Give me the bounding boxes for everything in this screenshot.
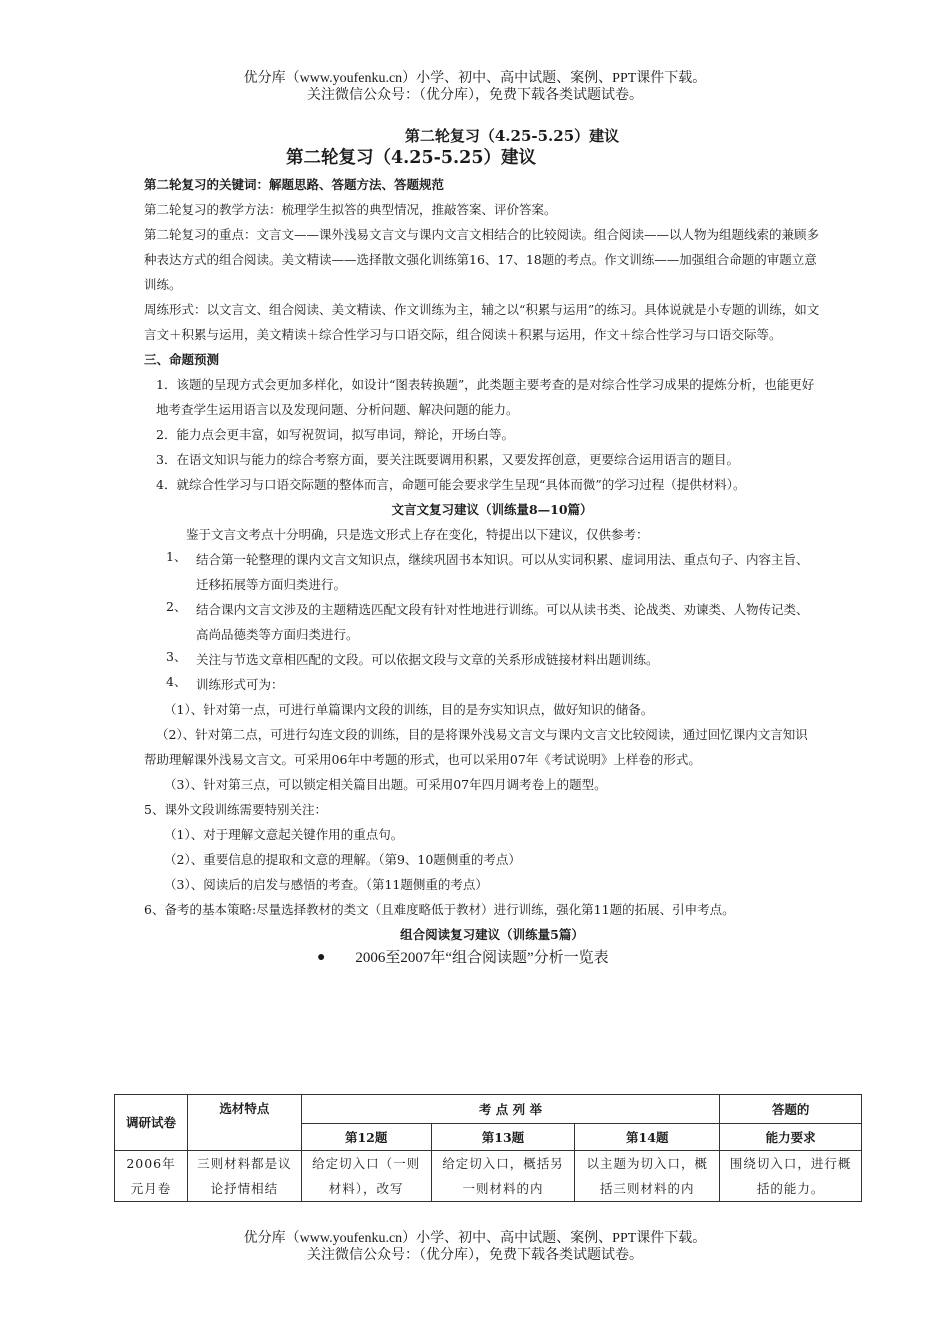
header-line-2: 关注微信公众号：（优分库），免费下载各类试题试卷。 [307,88,643,103]
header-survey: 调研试卷 [115,1095,188,1151]
weekly-paragraph: 周练形式：以文言文、组合阅读、美文精读、作文训练为主，辅之以“积累与运用”的练习。具体说就是小专题的训练，如文言文＋积累与运用，美文精读＋综合性学习与口语交际，组合阅读＋积累与运用，作文＋综合性学习与口语交际等。 [144,302,820,342]
prediction-heading: 三、命题预测 [144,352,220,367]
item-text: 结合课内文言文涉及的主题精选匹配文段有针对性地进行训练。可以从读书类、论战类、劝谏类、人物传记类、高尚品德类等方面归类进行。 [196,602,809,642]
cell-q13: 给定切入口，概括另一则材料的内 [431,1151,575,1202]
analysis-table [114,1094,862,1202]
bullet-icon: ● [317,950,326,965]
item-text: 关注与节选文章相匹配的文段。可以依据文段与文章的关系形成链接材料出题训练。 [196,652,659,667]
item-number: 4、 [166,674,187,689]
classical-item-4 [144,672,820,697]
keywords-line: 第二轮复习的关键词：解题思路、答题方法、答题规范 [144,177,445,192]
prediction-item-2: 2．能力点会更丰富，如写祝贺词，拟写串词，辩论，开场白等。 [156,427,514,442]
footer-line-1: 优分库（www.youfenku.cn）小学、初中、高中试题、案例、PPT课件下载。 [243,1231,707,1246]
item-text: 结合第一轮整理的课内文言文知识点，继续巩固书本知识。可以从实词积累、虚词用法、重点句子、内容主旨、迁移拓展等方面归类进行。 [196,552,809,592]
header-line-1: 优分库（www.youfenku.cn）小学、初中、高中试题、案例、PPT课件下载。 [243,71,707,86]
header-q14: 第14题 [575,1124,720,1151]
page-header [0,70,950,104]
header-answer: 答题的 [720,1095,862,1124]
page-footer [0,1230,950,1264]
footer-line-2: 关注微信公众号：（优分库），免费下载各类试题试卷。 [307,1248,643,1263]
item5-sub-3: （3）、阅读后的启发与感悟的考查。（第11题侧重的考点） [164,877,488,892]
cell-q14: 以主题为切入口，概括三则材料的内 [575,1151,720,1202]
item-text: 训练形式可为： [196,677,284,692]
prediction-item-4: 4．就综合性学习与口语交际题的整体而言，命题可能会要求学生呈现“具体而微”的学习过程（提供材料）。 [156,477,746,492]
cell-ability: 围绕切入口，进行概括的能力。 [720,1151,862,1202]
cell-q12: 给定切入口（一则材料），改写 [301,1151,431,1202]
header-q13: 第13题 [431,1124,575,1151]
classical-heading: 文言文复习建议（训练量8—10篇） [391,502,593,517]
classical-intro: 鉴于文言文考点十分明确，只是选文形式上存在变化，特提出以下建议，仅供参考： [186,527,649,542]
item-number: 2、 [166,599,187,614]
header-q12: 第12题 [301,1124,431,1151]
training-form-2: （2）、针对第二点，可进行勾连文段的训练，目的是将课外浅易文言文与课内文言文比较阅读，通过回忆课内文言知识帮助理解课外浅易文言文。可采用06年中考题的形式，也可以采用07年《考试说明》上样卷的形式。 [144,727,808,767]
item5-sub-2: （2）、重要信息的提取和文意的理解。（第9、10题侧重的考点） [164,852,521,867]
combined-heading: 组合阅读复习建议（训练量5篇） [400,927,584,942]
header-ability: 能力要求 [720,1124,862,1151]
cell-feature: 三则材料都是议论抒情相结 [187,1151,301,1202]
item5-sub-1: （1）、对于理解文意起关键作用的重点句。 [164,827,404,842]
title-large: 第二轮复习（4.25-5.25）建议 [286,148,537,168]
item-number: 3、 [166,649,187,664]
table-row [115,1151,862,1202]
method-line: 第二轮复习的教学方法：梳理学生拟答的典型情况，推敲答案、评价答案。 [144,202,557,217]
header-feature: 选材特点 [187,1095,301,1151]
training-form-3: （3）、针对第三点，可以锁定相关篇目出题。可采用07年四月调考卷上的题型。 [164,777,607,792]
item-number: 1、 [166,549,187,564]
training-form-1: （1）、针对第一点，可进行单篇课内文段的训练，目的是夯实知识点，做好知识的储备。 [164,702,654,717]
table-caption-text: 2006至2007年“组合阅读题”分析一览表 [355,950,609,966]
table-caption [144,947,820,969]
classical-item-1 [144,547,820,597]
prediction-item-3: 3．在语文知识与能力的综合考察方面，要关注既要调用积累，又要发挥创意，更要综合运用语言的题目。 [156,452,739,467]
classical-item-5: 5、课外文段训练需要特别关注： [144,802,327,817]
focus-paragraph: 第二轮复习的重点：文言文——课外浅易文言文与课内文言文相结合的比较阅读。组合阅读——以人物为组题线索的兼顾多种表达方式的组合阅读。美文精读——选择散文强化训练第16、17、18题的考点。作文训练——加强组合命题的审题立意训练。 [144,227,820,292]
prediction-item-1: 1．该题的呈现方式会更加多样化，如设计“图表转换题”，此类题主要考查的是对综合性学习成果的提炼分析，也能更好地考查学生运用语言以及发现问题、分析问题、解决问题的能力。 [156,377,815,417]
title-small: 第二轮复习（4.25-5.25）建议 [404,127,620,145]
document-body [144,126,820,969]
classical-item-6: 6、备考的基本策略:尽量选择教材的类文（且难度略低于教材）进行训练，强化第11题的拓展、引申考点。 [144,902,735,917]
classical-item-2 [144,597,820,647]
cell-survey: 2006年元月卷 [115,1151,188,1202]
classical-item-3 [144,647,820,672]
header-points: 考 点 列 举 [301,1095,719,1124]
